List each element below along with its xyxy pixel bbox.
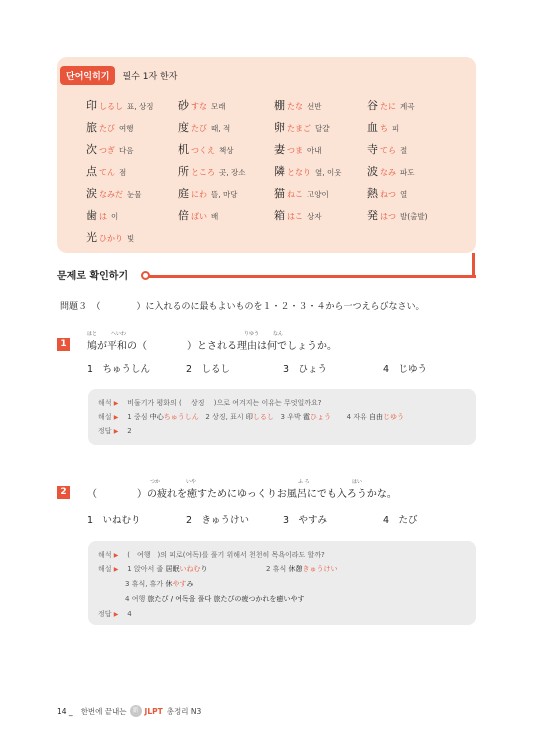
- vocab-item: [86, 207, 118, 223]
- commentary-line: 3 휴식, 휴가 休やすみ: [125, 580, 194, 588]
- vocab-meaning: 달걀: [315, 124, 330, 133]
- vocab-meaning: 모래: [211, 102, 226, 111]
- vocab-reading: は: [99, 212, 107, 221]
- vocab-meaning: 계곡: [400, 102, 415, 111]
- vocab-meaning: 상자: [307, 212, 322, 221]
- vocab-item: [178, 119, 230, 135]
- vocab-reading: ばい: [191, 212, 207, 221]
- vocab-kanji: 所: [178, 165, 189, 178]
- problem-instruction: 問題３ （ ）に入れるのに最もよいものを１・２・３・４から一つえらびなさい。: [60, 302, 425, 312]
- vocab-item: [274, 185, 329, 201]
- jlpt-label: JLPT: [144, 706, 163, 716]
- vocab-kanji: 発: [367, 209, 378, 222]
- vocab-kanji: 庭: [178, 187, 189, 200]
- vocab-reading: つぎ: [99, 146, 115, 155]
- vocab-item: [274, 207, 322, 223]
- vocab-item: [86, 119, 134, 135]
- heading-rule: [149, 275, 476, 278]
- vocab-reading: なみだ: [99, 190, 123, 199]
- ruby-text: つか: [150, 479, 161, 485]
- vocab-meaning: 책상: [219, 146, 234, 155]
- vocab-tag: 단어익히기: [60, 66, 115, 85]
- ruby-text: ふ ろ: [298, 479, 310, 485]
- ruby-text: へいわ: [111, 331, 127, 337]
- question-text: （ ）の疲れを癒すためにゆっくりお風呂にでも入ろうかな。: [87, 489, 397, 500]
- ruby-text: はと: [87, 331, 98, 337]
- question-number: 1: [57, 338, 70, 351]
- vocab-meaning: 뜰, 마당: [211, 190, 238, 199]
- commentary-item: 4 자유 自由じゆう: [346, 413, 405, 421]
- vocab-kanji: 妻: [274, 143, 285, 156]
- commentary-item: 2 상징, 표시 印しるし: [205, 413, 274, 421]
- vocab-reading: てん: [99, 168, 115, 177]
- commentary-item: 1 중심 中心ちゅうしん: [127, 413, 199, 421]
- vocab-item: [274, 141, 322, 157]
- vocab-kanji: 猫: [274, 187, 285, 200]
- explanation-box: [88, 541, 476, 625]
- vocab-reading: たび: [191, 124, 207, 133]
- vocab-kanji: 谷: [367, 99, 378, 112]
- vocab-kanji: 光: [86, 231, 97, 244]
- translation-text: 비둘기가 평화의 ( 상징 )으로 여겨지는 이유는 무엇일까요?: [127, 399, 322, 407]
- choice-item[interactable]: 4 たび: [383, 515, 418, 526]
- vocab-item: [274, 163, 342, 179]
- translation-line: 해석 ▶ 비둘기가 평화의 ( 상징 )으로 여겨지는 이유는 무엇일까요?: [98, 399, 322, 407]
- vocab-kanji: 箱: [274, 209, 285, 222]
- heading-vertical-rule: [472, 253, 475, 278]
- vocab-reading: しるし: [99, 102, 123, 111]
- vocab-kanji: 血: [367, 121, 378, 134]
- vocab-kanji: 倍: [178, 209, 189, 222]
- vocab-item: [367, 207, 428, 223]
- commentary-item: 1 앉아서 졺 居眠いねむり: [127, 565, 208, 573]
- vocab-item: [178, 207, 218, 223]
- translation-label: 해석: [98, 399, 112, 407]
- ruby-text: いや: [186, 479, 197, 485]
- answer-value: 2: [127, 427, 132, 435]
- translation-line: 해석 ▶ ( 여행 )의 피로(여독)를 풀기 위해서 천천히 목욕이라도 할까?: [98, 551, 325, 559]
- vocab-reading: ねこ: [287, 190, 303, 199]
- choice-item[interactable]: 2 しるし: [186, 364, 231, 375]
- vocab-item: [367, 97, 415, 113]
- vocab-meaning: 때, 적: [211, 124, 231, 133]
- commentary-line: 해설 ▶ 1 중심 中心ちゅうしん 2 상징, 표시 印しるし 3 우박 雹ひょう 4 자유 自由じゆう: [98, 413, 405, 421]
- vocab-reading: ところ: [191, 168, 215, 177]
- vocab-item: [178, 141, 234, 157]
- vocab-kanji: 点: [86, 165, 97, 178]
- choice-item[interactable]: 4 じゆう: [383, 364, 428, 375]
- commentary-line: 해설 ▶ 1 앉아서 졺 居眠いねむり 2 휴식 休憩きゅうけい: [98, 565, 338, 573]
- commentary-item: 3 우박 雹ひょう: [280, 413, 331, 421]
- vocab-kanji: 波: [367, 165, 378, 178]
- vocab-meaning: 표, 상징: [127, 102, 154, 111]
- vocab-kanji: 砂: [178, 99, 189, 112]
- vocab-kanji: 棚: [274, 99, 285, 112]
- vocab-item: [86, 97, 154, 113]
- vocab-kanji: 隣: [274, 165, 285, 178]
- commentary-label: 해설: [98, 565, 112, 573]
- vocab-reading: ひかり: [99, 234, 123, 243]
- vocab-item: [178, 185, 238, 201]
- vocab-meaning: 이: [111, 212, 119, 221]
- vocab-title: 필수 1자 한자: [122, 72, 178, 82]
- vocab-item: [367, 141, 407, 157]
- choice-item[interactable]: 1 ちゅうしん: [87, 364, 151, 375]
- vocab-kanji: 旅: [86, 121, 97, 134]
- vocab-meaning: 배: [211, 212, 219, 221]
- vocab-meaning: 열: [400, 190, 408, 199]
- vocab-kanji: 歯: [86, 209, 97, 222]
- explanation-box: [88, 389, 476, 445]
- vocab-meaning: 점: [119, 168, 127, 177]
- vocab-reading: ねつ: [380, 190, 396, 199]
- vocab-reading: たび: [99, 124, 115, 133]
- question-text: 鳩が平和の（ ）とされる理由は何でしょうか。: [87, 341, 337, 352]
- book-title: 총정리 N3: [166, 706, 202, 716]
- vocab-meaning: 눈물: [127, 190, 142, 199]
- choice-item[interactable]: 3 やすみ: [283, 515, 328, 526]
- vocab-row: [86, 229, 466, 243]
- vocab-meaning: 여행: [119, 124, 134, 133]
- vocab-meaning: 아내: [307, 146, 322, 155]
- vocab-meaning: 파도: [400, 168, 415, 177]
- vocab-reading: たに: [380, 102, 396, 111]
- vocab-meaning: 고양이: [307, 190, 329, 199]
- vocab-reading: つま: [287, 146, 303, 155]
- vocab-meaning: 옆, 이웃: [315, 168, 342, 177]
- answer-label: 정답: [98, 610, 112, 618]
- vocab-kanji: 涙: [86, 187, 97, 200]
- vocab-kanji: 次: [86, 143, 97, 156]
- answer-value: 4: [127, 610, 132, 618]
- vocab-kanji: 卵: [274, 121, 285, 134]
- vocab-row: [86, 119, 466, 133]
- page-footer: [57, 705, 201, 717]
- vocab-kanji: 寺: [367, 143, 378, 156]
- vocab-kanji: 印: [86, 99, 97, 112]
- book-label: 한번에 끝내는: [80, 706, 127, 716]
- answer-line: 정답 ▶ 2: [98, 427, 132, 435]
- choice-item[interactable]: 2 きゅうけい: [186, 515, 250, 526]
- vocab-kanji: 度: [178, 121, 189, 134]
- vocab-meaning: 선반: [307, 102, 322, 111]
- vocab-row: [86, 207, 466, 221]
- vocab-item: [367, 163, 415, 179]
- vocab-reading: つくえ: [191, 146, 215, 155]
- vocab-item: [178, 163, 246, 179]
- vocab-reading: はこ: [287, 212, 303, 221]
- vocab-reading: すな: [191, 102, 207, 111]
- vocab-reading: ち: [380, 124, 388, 133]
- ruby-text: りゆう: [244, 331, 260, 337]
- vocab-meaning: 빛: [127, 234, 135, 243]
- vocab-reading: なみ: [380, 168, 396, 177]
- section-heading: 문제로 확인하기: [57, 271, 129, 282]
- vocab-item: [86, 141, 134, 157]
- translation-text: ( 여행 )의 피로(여독)를 풀기 위해서 천천히 목욕이라도 할까?: [127, 551, 325, 559]
- ruby-text: なん: [273, 331, 284, 337]
- vocab-item: [86, 229, 134, 245]
- question-number: 2: [57, 486, 70, 499]
- page-number: 14 _: [57, 706, 73, 716]
- vocab-reading: にわ: [191, 190, 207, 199]
- ruby-text: はい: [352, 479, 363, 485]
- vocab-item: [86, 185, 142, 201]
- vocab-meaning: 다음: [119, 146, 134, 155]
- commentary-item: 2 휴식 休憩きゅうけい: [266, 565, 338, 573]
- choice-item[interactable]: 3 ひょう: [283, 364, 328, 375]
- book-logo-icon: 新: [130, 705, 142, 717]
- vocab-reading: はつ: [380, 212, 396, 221]
- commentary-label: 해설: [98, 413, 112, 421]
- vocab-item: [367, 185, 407, 201]
- vocab-kanji: 机: [178, 143, 189, 156]
- vocab-meaning: 발(출발): [400, 212, 428, 221]
- vocab-row: [86, 185, 466, 199]
- vocab-reading: となり: [287, 168, 311, 177]
- vocab-item: [178, 97, 226, 113]
- vocab-kanji: 熱: [367, 187, 378, 200]
- vocab-header: [60, 66, 177, 85]
- commentary-line: 4 여행 旅たび / 여독을 풀다 旅たびの疲つかれを癒いやす: [125, 595, 305, 603]
- vocab-meaning: 피: [392, 124, 400, 133]
- choice-item[interactable]: 1 いねむり: [87, 515, 141, 526]
- vocab-item: [86, 163, 126, 179]
- vocab-reading: てら: [380, 146, 396, 155]
- answer-line: 정답 ▶ 4: [98, 610, 132, 618]
- vocab-meaning: 절: [400, 146, 408, 155]
- vocab-meaning: 곳, 장소: [219, 168, 246, 177]
- vocab-row: [86, 97, 466, 111]
- vocab-row: [86, 163, 466, 177]
- translation-label: 해석: [98, 551, 112, 559]
- vocab-row: [86, 141, 466, 155]
- vocab-item: [367, 119, 399, 135]
- vocab-item: [274, 119, 330, 135]
- vocab-reading: たまご: [287, 124, 311, 133]
- vocab-item: [274, 97, 322, 113]
- answer-label: 정답: [98, 427, 112, 435]
- vocab-reading: たな: [287, 102, 303, 111]
